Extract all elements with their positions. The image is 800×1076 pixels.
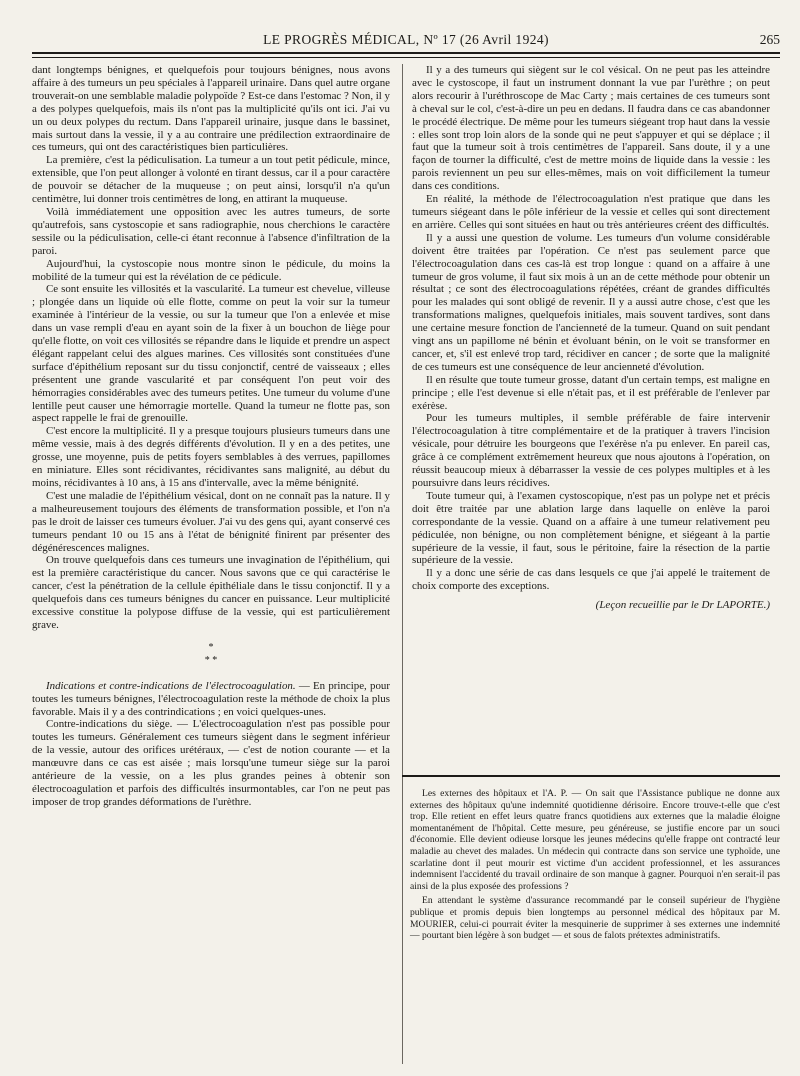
paragraph: Il y a aussi une question de volume. Les tumeurs d'un volume considérable doivent être traitées par l'opération. Ce n'est pas seulement parce que l'électrocoagulation dans ces cas-là est trop longue : quand on a affaire à une tumeur de gros volume, il faut six mois à un an de cette méthode pour obtenir un résultat ; ce sont des électrocoagulations répétées, créant de grandes difficultés pour les malades qui sont obligé de revenir. Il y a aussi autre chose, c'est que les transformations malignes, quelquefois initiales, mais souvent tardives, sont dans une certaine mesure fonction de l'ancienneté de la tumeur. Quand on suit pendant vingt ans un papillome né bénin et évoluant bénin, on le voit se transformer en cancer, et, s'il est enlevé trop tard, récidiver en cancer ; de sorte que la malignité de ces tumeurs est une conséquence de leur ancienneté d'évolution. [412, 231, 770, 373]
paragraph: C'est encore la multiplicité. Il y a presque toujours plusieurs tumeurs dans une même vessie, mais à des degrés différents d'évolution. Il y en a des petites, une grosse, une moyenne, puis de petits foyers semblables à des verrues, papillomes en miniature. Elles sont récidivantes, récidivantes sans malignité, au début du moins, récidivantes à 10 ans, à 15 ans d'intervalle, avec la même bénignité. [32, 425, 390, 489]
journal-title: LE PROGRÈS MÉDICAL, Nº 17 (26 Avril 1924) [263, 32, 549, 47]
paragraph: Il y a des tumeurs qui siègent sur le col vésical. On ne peut pas les atteindre avec le cystoscope, il faut un instrument donnant la vue par l'urèthre ; on peut alors recourir à l'uréthroscope de Mac Carty ; mais certaines de ces tumeurs sont à cheval sur le col, c'est-à-dire un peu en dedans. Il faudra dans ce cas abandonner le procédé électrique. De même pour les tumeurs siégeant trop haut dans la vessie : elles sont trop loin alors de la sonde qui ne peut s'appuyer et qui se déplace ; il faut que la tumeur soit à trois centimètres de l'appareil. Sans doute, il y a une façon de tourner la difficulté, c'est de mettre moins de liquide dans la vessie : les parois reviennent un peu sur elles-mêmes, mais on voit difficilement la tumeur dans ces conditions. [412, 64, 770, 193]
paragraph: Pour les tumeurs multiples, il semble préférable de faire intervenir l'électrocoagulation à titre complémentaire et de la pratiquer à travers l'incision vésicale, pour détruire les bourgeons que l'exérèse n'a pu enlever. En pareil cas, grâce à ce complément extrêmement heureux que nous ajoutons à l'opération, on réussit beaucoup mieux à débarrasser la vessie de ces polypes multiples et à les poursuivre dans leurs récidives. [412, 412, 770, 489]
paragraph: dant longtemps bénignes, et quelquefois pour toujours bénignes, nous avons affaire à des tumeurs un peu spéciales à l'appareil urinaire. Dans quel autre organe trouverait-on une semblable maladie polypoïde ? Est-ce dans l'estomac ? Non, il y a des polypes quelquefois, mais ils n'ont pas la multiplicité qu'ils ont ici. J'ai vu un ou deux polypes du rectum. Dans l'appareil urinaire, jusque dans le bassinet, mais surtout dans la vessie, il y a au contraire une prédilection extraordinaire de ces tumeurs, qui ont des caractéristiques bien particulières. [32, 64, 390, 154]
paragraph: En réalité, la méthode de l'électrocoagulation n'est pratique que dans les tumeurs siégeant dans le pôle inférieur de la vessie et celles qui sont directement en arrière. Celles qui sont situées en haut ou très antérieures créent des difficultés. [412, 193, 770, 231]
header-rule-thin [32, 57, 780, 58]
left-column [32, 64, 390, 1064]
section-paragraph: Contre-indications du siège. — L'électrocoagulation n'est pas possible pour toutes les tumeurs. Généralement ces tumeurs siègent dans le segment inférieur de la vessie, autour des orifices urétéraux, — c'est de notion courante — et la manœuvre dans ce cas est aisée ; mais lorsqu'une tumeur siège sur la paroi antérieure de la vessie, on a les plus grandes peines à obtenir son électrocoagulation et parfois des difficultés insurmontables, car l'on ne peut pas imposer de trop grandes déformations de l'urèthre. [32, 718, 390, 808]
paragraph: La première, c'est la pédiculisation. La tumeur a un tout petit pédicule, mince, extensible, que l'on peut allonger à volonté en tirant dessus, car il a pour caractère de pouvoir se détacher de la muqueuse ; on peut ainsi, lorsqu'il n'a qu'un centimètre, lui donner trois centimètres de long, en attirant la muqueuse. [32, 154, 390, 206]
paragraph: Il y a donc une série de cas dans lesquels ce que j'ai appelé le traitement de choix comporte des exceptions. [412, 567, 770, 593]
header-rule [32, 52, 780, 54]
running-header [32, 30, 780, 50]
page-number: 265 [759, 32, 780, 47]
column-divider [402, 64, 403, 1064]
paragraph: Ce sont ensuite les villosités et la vascularité. La tumeur est chevelue, villeuse ; plongée dans un liquide où elle flotte, comme on peut la voir sur la tumeur examinée à l'intérieur de la vessie, ou sur la tumeur que l'on a enlevée et mise dans un vase rempli d'eau en ayant soin de la fixer à un bouchon de liège pour qu'elle flotte, on voit ces villosités se répandre dans le liquide et prendre un aspect élégant rappelant celui des algues marines. Ces villosités sont constituées d'une surface d'épithélium reposant sur du tissu conjonctif, centré de vaisseaux ; elles présentent une grande vascularité et par conséquent l'on peut voir des hémorragies considérables avec des tumeurs petites. Une tumeur du volume d'une lentille peut causer une hémorragie mortelle. Quand la tumeur ne flotte pas, son aspect rappelle le frai de grenouille. [32, 283, 390, 425]
paragraph: Il en résulte que toute tumeur grosse, datant d'un certain temps, est maligne en principe ; elle l'est devenue si elle n'était pas, et il est préférable de l'enlever par exérèse. [412, 373, 770, 412]
signature: (Leçon recueillie par le Dr LAPORTE.) [595, 599, 770, 612]
paragraph: Toute tumeur qui, à l'examen cystoscopique, n'est pas un polype net et précis doit être traitée par une ablation large dans laquelle on enlève la paroi correspondante de la vessie. Quand on a affaire à une tumeur relativement peu pédiculée, non bénigne, ou non complètement bénigne, et siégeant à la partie supérieure de la vessie, il faut, sous le péritoine, faire la résection de la partie supérieure de la vessie. [412, 489, 770, 567]
paragraph: C'est une maladie de l'épithélium vésical, dont on ne connaît pas la nature. Il y a malheureusement toujours des éléments de transformation possible, et l'on n'a pas le droit de laisser ces tumeurs évoluer. J'ai vu des gens qui, ayant conservé ces tumeurs pendant 10 ou 15 ans à l'état de bénignité finirent par présenter des dégénérescences malignes. [32, 489, 390, 554]
news-item [410, 788, 780, 945]
news-separator [402, 775, 780, 777]
section-stars: * * * [204, 641, 218, 666]
section-heading: Indications et contre-indications de l'électrocoagulation. [46, 679, 296, 692]
paragraph: On trouve quelquefois dans ces tumeurs une invagination de l'épithélium, qui est la première caractéristique du cancer. Nous savons que ce qui caractérise le cancer, c'est la pénétration de la cellule épithéliale dans le tissu conjonctif. Il y a quelquefois dans ces tumeurs bénignes du cancer en puissance. Leur multiplicité excessive constitue la polypose diffuse de la vessie, qui est particulièrement grave. [32, 554, 390, 631]
section-text: — En principe, pour toutes les tumeurs bénignes, l'électrocoagulation reste la méthode de choix la plus favorable. Mais il y a des contrindications ; en voici quelques-unes. [32, 679, 390, 718]
news-paragraph: En attendant le système d'assurance recommandé par le conseil supérieur de l'hygiène publique et promis depuis bien longtemps au personnel médical des hôpitaux par M. MOURIER, celui-ci pourrait éviter la mesquinerie de supprimer à ses externes une indemnité — pourtant bien légère à son budget — et sous de falots prétextes administratifs. [410, 895, 780, 942]
section-paragraph [32, 680, 390, 719]
paragraph: Voilà immédiatement une opposition avec les autres tumeurs, de sorte qu'autrefois, sans cystoscopie et sans radiographie, nous cherchions le caractère sessile ou la pédiculisation, celle-ci étant reconnue à l'absence d'infiltration de la paroi. [32, 205, 390, 257]
news-paragraph: Les externes des hôpitaux et l'A. P. — On sait que l'Assistance publique ne donne aux externes des hôpitaux qu'une indemnité quotidienne dérisoire. Encore trouve-t-elle que c'est trop. Elle retient en effet leurs quatre francs quotidiens aux externes que la maladie éloigne momentanément de l'hôpital. Cette mesure, peu généreuse, se justifie encore par un souci d'économie. Elle devient odieuse lorsque les jeunes médecins qu'elle frappe ont contracté leur maladie au chevet des malades. Un médecin qui contracte dans son service une typhoïde, une scarlatine dont il peut mourir est victime d'un accident professionnel, et les assurances indemnisent l'accidenté du travail ordinaire de son manque à gagner. Pourquoi n'en serait-il pas ainsi de la plus exposée des professions ? [410, 788, 780, 892]
right-column [412, 64, 770, 764]
paragraph: Aujourd'hui, la cystoscopie nous montre sinon le pédicule, du moins la mobilité de la tumeur qui est la révélation de ce pédicule. [32, 257, 390, 283]
